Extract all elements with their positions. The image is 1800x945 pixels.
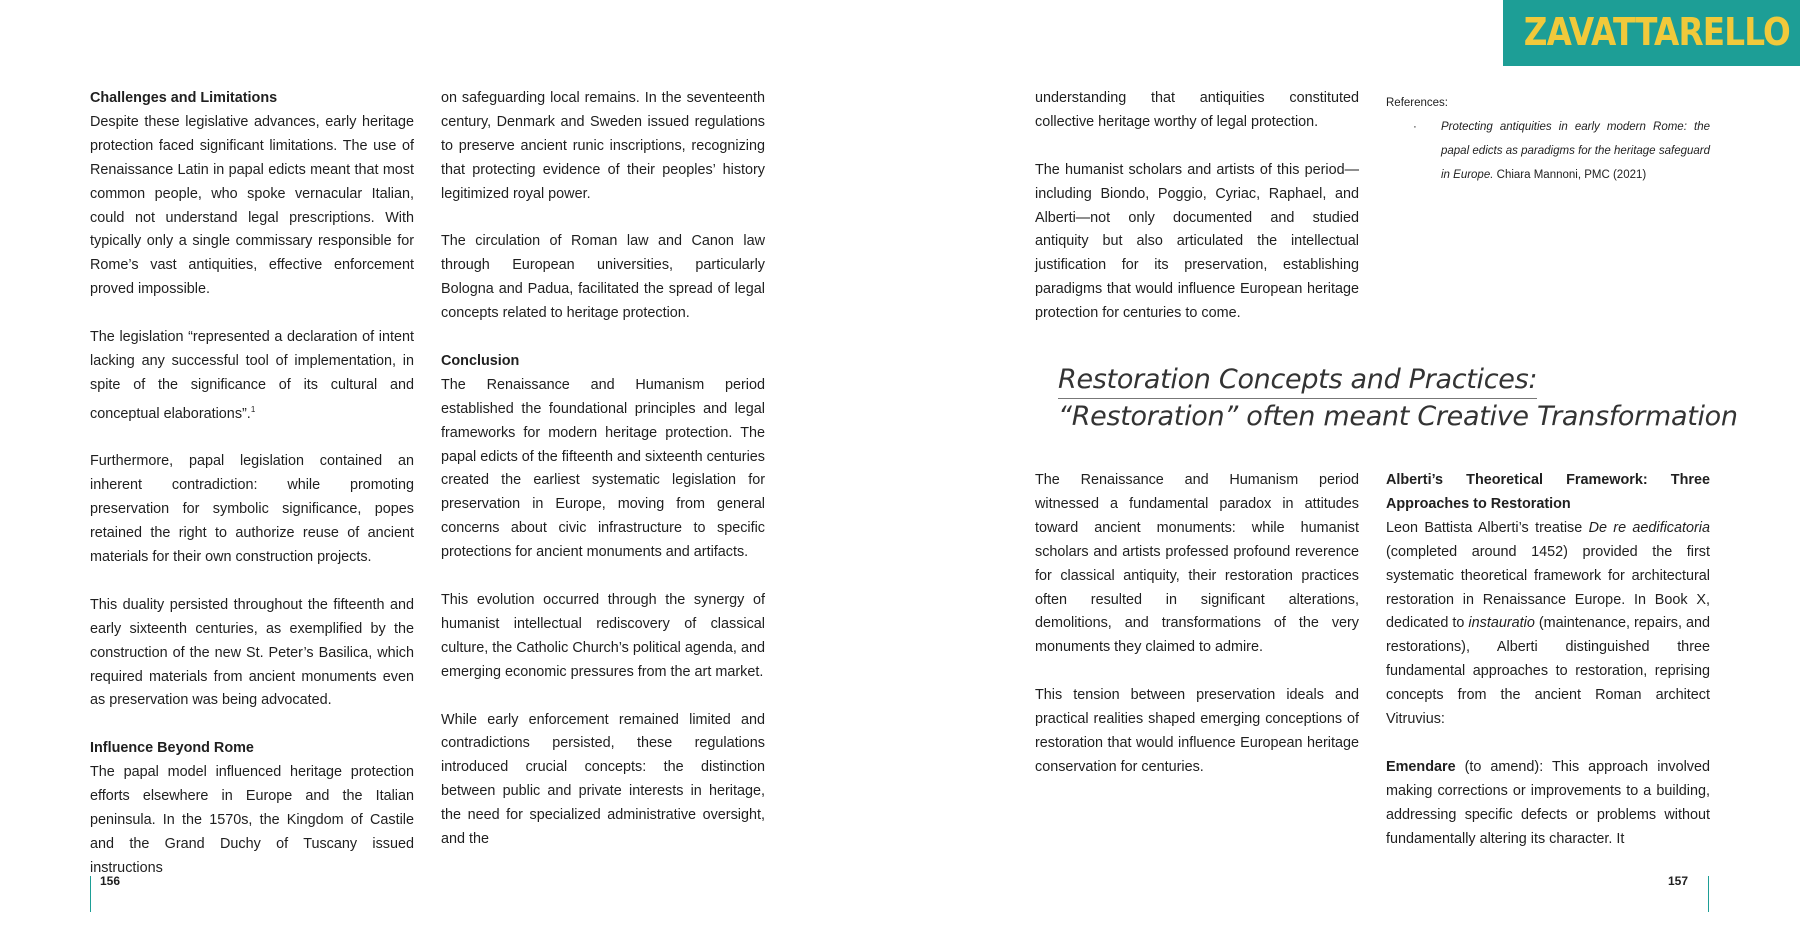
bold-term: Emendare [1386,758,1456,775]
brand-banner [1503,0,1800,66]
bullet-icon: · [1413,120,1417,133]
paragraph [441,589,765,685]
paragraph [90,594,414,714]
paragraph-text: Despite these legislative advances, early heritage protection faced significant limitations. The use of Renaissance Latin in papal edicts meant that most common people, who spoke vernacular Italian, could not understand legal prescriptions. With typically only a single commissary responsible for Rome’s vast antiquities, effective enforcement proved impossible. [90,113,414,298]
paragraph-text: The papal model influenced heritage protection efforts elsewhere in Europe and the Italian peninsula. In the 1570s, the Kingdom of Castile and the Grand Duchy of Tuscany issued instructions [90,764,414,876]
paragraph-text: The legislation “represented a declaration of intent lacking any successful tool of implementation, in spite of the significance of its cultural and conceptual elaborations”. [90,329,414,422]
paragraph [1035,684,1359,780]
italic-term: De re aedificatoria [1588,519,1710,536]
paragraph [1386,756,1710,852]
paragraph [441,230,765,326]
reference-item [1386,116,1710,188]
paragraph [1035,87,1359,135]
paragraph-text: The circulation of Roman law and Canon law through European universities, particularly Bologna and Padua, facilitated the spread of legal concepts related to heritage protection. [441,233,765,322]
brand-name: ZAVATTARELLO [1523,10,1790,54]
section-title [1058,362,1738,435]
paragraph [1035,469,1359,660]
right-page-column-2-bottom [1386,469,1710,875]
paragraph [90,326,414,426]
paragraph [90,737,414,880]
page-number-left: 156 [100,874,121,888]
heading-conclusion: Conclusion [441,352,520,369]
right-page-column-1-bottom [1035,469,1359,804]
page-number-right: 157 [1668,874,1689,888]
paragraph-text: The Renaissance and Humanism period witnessed a fundamental paradox in attitudes toward ancient monuments: while humanist scholars and artists professed profound reverence for classical antiquity, their restoration practices often resulted in significant alterations, demolitions, and transformations of the very monuments they claimed to admire. [1035,472,1359,656]
paragraph-text: Leon Battista Alberti’s treatise [1386,519,1589,536]
left-page-column-1 [90,87,414,905]
paragraph [441,709,765,852]
paragraph [1386,469,1710,732]
section-title-line-2: “Restoration” often meant Creative Transformation [1058,401,1738,432]
paragraph-text: Furthermore, papal legislation contained an inherent contradiction: while promoting preservation for symbolic significance, popes retained the right to authorize reuse of ancient materials for their own construction projects. [90,453,414,565]
reference-title: Protecting antiquities in early modern Rome: the papal edicts as paradigms for the heritage safeguard in Europe. [1441,120,1710,181]
paragraph [441,87,765,207]
paragraph [441,350,765,565]
page-marker-right [1708,876,1709,912]
references [1386,92,1710,188]
paragraph-text: The Renaissance and Humanism period established the foundational principles and legal frameworks for modern heritage protection. The papal edicts of the fifteenth and sixteenth centuries created the earliest systematic legislation for preservation in Europe, moving from general concerns about civic infrastructure to specific protections for ancient monuments and artifacts. [441,376,766,561]
section-title-line-1: Restoration Concepts and Practices: [1058,362,1537,399]
references-label: References: [1386,97,1449,109]
footnote-marker: 1 [250,404,256,414]
paragraph-text: This duality persisted throughout the fifteenth and early sixteenth centuries, as exemplified by the construction of the new St. Peter’s Basilica, which required materials from ancient monuments even as preservation was being advocated. [90,596,414,709]
paragraph-text: While early enforcement remained limited and contradictions persisted, these regulations introduced crucial concepts: the distinction between public and private interests in heritage, the need for specialized administrative oversight, and the [441,711,765,848]
heading-influence: Influence Beyond Rome [90,740,254,757]
paragraph-text: The humanist scholars and artists of this period—including Biondo, Poggio, Cyriac, Raphael, and Alberti—not only documented and studied antiquity but also articulated the intellectual justification for its preservation, establishing paradigms that would influence European heritage protection for centuries to come. [1035,161,1359,322]
paragraph-text: (completed around 1452) provided the first systematic theoretical framework for architectural restoration in Renaissance Europe. In Book X, dedicated to [1386,543,1710,632]
heading-challenges: Challenges and Limitations [90,90,278,106]
references-list [1386,116,1710,188]
paragraph-text: (maintenance, repairs, and restorations), Alberti distinguished three fundamental approaches to restoration, reprising concepts from the ancient Roman architect Vitruvius: [1386,615,1711,728]
paragraph-text: This tension between preservation ideals and practical realities shaped emerging conceptions of restoration that would influence European heritage conservation for centuries. [1035,687,1359,775]
paragraph-text: (to amend): This approach involved making corrections or improvements to a building, addressing specific defects or problems without fundamentally altering its character. It [1386,758,1710,847]
paragraph [1035,159,1359,326]
reference-source: Chiara Mannoni, PMC (2021) [1496,168,1647,181]
paragraph-text: on safeguarding local remains. In the seventeenth century, Denmark and Sweden issued regulations to preserve ancient runic inscriptions, recognizing that protecting evidence of their peoples’ history legitimized royal power. [441,90,765,202]
paragraph [90,450,414,570]
left-page-column-2 [441,87,765,876]
right-page-column-1-top [1035,87,1359,350]
paragraph [90,87,414,302]
page-marker-left [90,876,91,912]
paragraph-text: understanding that antiquities constituted collective heritage worthy of legal protection. [1035,90,1359,130]
heading-alberti: Alberti’s Theoretical Framework: Three Approaches to Restoration [1386,472,1710,512]
paragraph-text: This evolution occurred through the synergy of humanist intellectual rediscovery of classical culture, the Catholic Church’s political agenda, and emerging economic pressures from the art market. [441,591,765,680]
italic-term: instauratio [1468,615,1535,632]
